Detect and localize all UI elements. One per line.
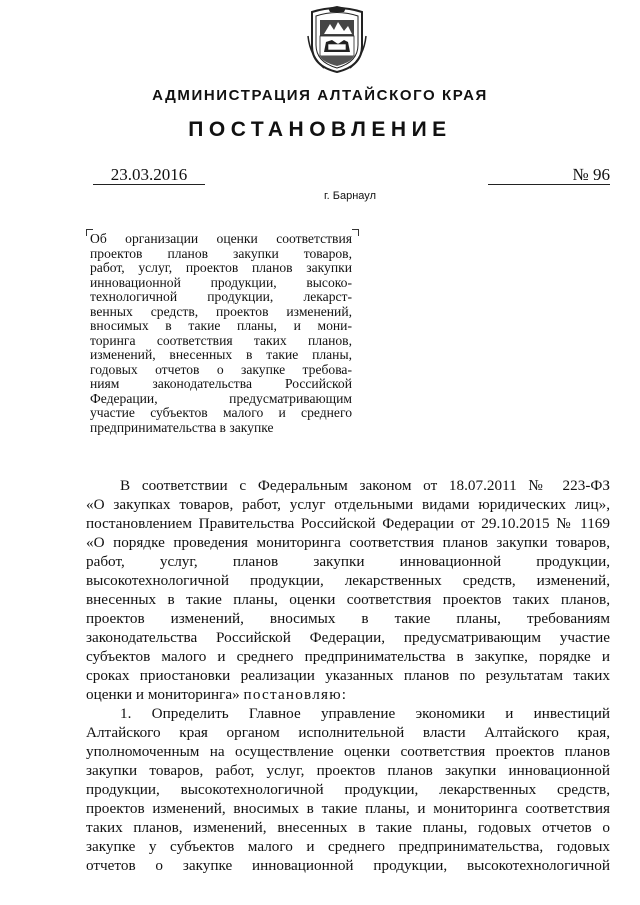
subject-bracket-right — [352, 229, 359, 236]
body-line-text: оценки и мониторинга» — [86, 686, 240, 703]
organization-title: АДМИНИСТРАЦИЯ АЛТАЙСКОГО КРАЯ — [152, 87, 488, 104]
body-line: «О порядке проведения мониторинга соответствия планов закупки товаров, — [86, 534, 610, 551]
body-line: Алтайского края органом исполнительной власти Алтайского края, — [86, 724, 610, 741]
document-date: 23.03.2016 — [93, 166, 205, 185]
body-line: уполномоченным на осуществление оценки соответствия проектов планов — [86, 743, 610, 760]
body-line: закупки товаров, работ, услуг, проектов планов закупки инновационной — [86, 762, 610, 779]
document-body — [86, 476, 610, 875]
decree-word: постановляю: — [243, 686, 348, 703]
body-line: таких планов, изменений, внесенных в такие планы, годовых отчетов о — [86, 819, 610, 836]
subject-line: работ, услуг, проектов планов закупки — [90, 260, 352, 275]
document-subject — [90, 232, 352, 435]
subject-line: участие субъектов малого и среднего — [90, 405, 352, 420]
subject-line: предпринимательства в закупке — [90, 419, 274, 435]
subject-line: технологичной продукции, лекарст- — [90, 289, 352, 304]
body-line: сроках приостановки реализации указанных планов по результатам таких — [86, 667, 610, 684]
document-type-title: ПОСТАНОВЛЕНИЕ — [188, 118, 452, 141]
body-line: проектов изменений, вносимых в такие планы, требованиям — [86, 610, 610, 627]
body-line: высокотехнологичной продукции, лекарственных средств, изменений, — [86, 572, 610, 589]
body-line: работ, услуг, планов закупки инновационной продукции, — [86, 553, 610, 570]
body-line: законодательства Российской Федерации, предусматривающим участие — [86, 629, 610, 646]
subject-line: годовых отчетов о закупке требова- — [90, 361, 352, 377]
coat-of-arms-icon — [304, 6, 370, 74]
body-line: продукции, высокотехнологичной продукции, лекарственных средств, — [86, 781, 610, 798]
document-number: № 96 — [488, 166, 610, 185]
body-line: отчетов о закупке инновационной продукции, высокотехнологичной — [86, 857, 610, 874]
body-line: проектов изменений, вносимых в такие планы, и мониторинга соответствия — [86, 800, 610, 817]
body-line: «О закупках товаров, работ, услуг отдельными видами юридических лиц», — [86, 496, 610, 513]
subject-line: ниям законодательства Российской — [90, 376, 352, 391]
subject-line: Об организации оценки соответствия — [90, 231, 352, 246]
body-line: В соответствии с Федеральным законом от 18.07.2011 № 223-ФЗ — [120, 477, 610, 494]
document-city: г. Барнаул — [324, 190, 376, 202]
subject-line: Федерации, предусматривающим — [90, 390, 352, 406]
subject-line: проектов планов закупки товаров, — [90, 245, 352, 261]
body-line: постановлением Правительства Российской Федерации от 29.10.2015 № 1169 — [86, 515, 610, 532]
body-line: субъектов малого и среднего предпринимательства в закупке, порядке и — [86, 648, 610, 665]
subject-line: вносимых в такие планы, и мони- — [90, 318, 352, 333]
subject-line: изменений, внесенных в такие планы, — [90, 347, 352, 362]
subject-line: торинга соответствия таких планов, — [90, 332, 352, 348]
body-line — [86, 685, 610, 704]
subject-line: инновационной продукции, высоко- — [90, 274, 352, 290]
subject-line: венных средств, проектов изменений, — [90, 303, 352, 319]
body-line: 1. Определить Главное управление экономики и инвестиций — [120, 705, 610, 722]
body-line: внесенных в такие планы, оценки соответствия проектов таких планов, — [86, 591, 610, 608]
body-line: закупке у субъектов малого и среднего предпринимательства, годовых — [86, 838, 610, 855]
